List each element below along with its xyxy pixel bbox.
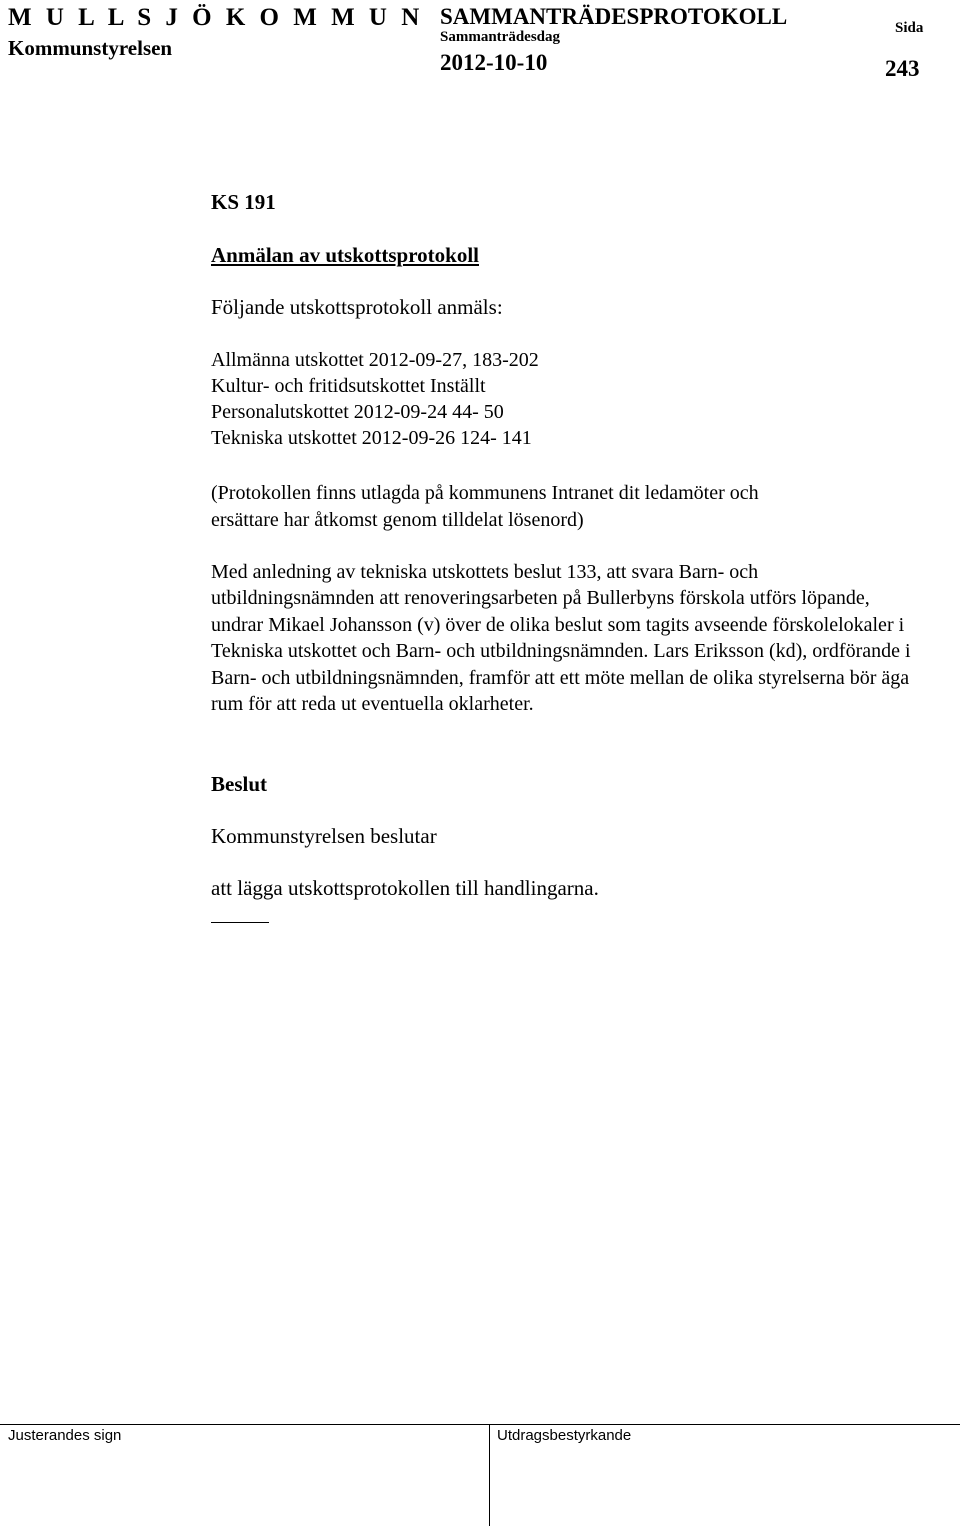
item-number: KS 191	[211, 190, 276, 214]
protocol-list	[211, 347, 539, 451]
item-title: Anmälan av utskottsprotokoll	[211, 243, 479, 267]
protocol-entry: Tekniska utskottet 2012-09-26 124- 141	[211, 427, 532, 449]
footer-divider	[489, 1424, 490, 1526]
protocol-entry: Allmänna utskottet 2012-09-27, 183-202	[211, 349, 539, 371]
protocol-entry: Personalutskottet 2012-09-24 44- 50	[211, 401, 504, 423]
meeting-date: 2012-10-10	[440, 50, 548, 75]
meeting-date-label: Sammanträdesdag	[440, 29, 561, 45]
note-line: (Protokollen finns utlagda på kommunens Intranet dit ledamöter och	[211, 482, 759, 504]
page-number: 243	[885, 56, 920, 81]
discussion-paragraph: Med anledning av tekniska utskottets beslut 133, att svara Barn- och utbildningsnämnden att renoveringsarbeten på Bullerbyns förskola utförs löpande, undrar Mikael Johansson (v) över de olika beslut som tagits avseende förskolelokaler i Tekniska utskottet och Barn- och utbildningsnämnden. Lars Eriksson (kd), ordförande i Barn- och utbildningsnämnden, framför att ett möte mellan de olika styrelserna bör äga rum för att reda ut eventuella oklarheter.	[211, 561, 911, 716]
decision-heading: Beslut	[211, 772, 268, 796]
decision-lead: Kommunstyrelsen beslutar	[211, 824, 437, 848]
decision-text: att lägga utskottsprotokollen till handlingarna.	[211, 876, 599, 900]
document-type: SAMMANTRÄDESPROTOKOLL	[440, 4, 788, 29]
footer-certification-label: Utdragsbestyrkande	[497, 1427, 632, 1444]
page-label: Sida	[895, 20, 924, 36]
intranet-note	[211, 480, 759, 534]
protocol-entry: Kultur- och fritidsutskottet Inställt	[211, 375, 486, 397]
footer-rule	[0, 1424, 960, 1425]
board-name: Kommunstyrelsen	[8, 36, 173, 60]
footer-signature-label: Justerandes sign	[8, 1427, 122, 1444]
item-intro: Följande utskottsprotokoll anmäls:	[211, 295, 503, 319]
note-line: ersättare har åtkomst genom tilldelat lösenord)	[211, 509, 584, 531]
organization-name: M U L L S J Ö K O M M U N	[8, 4, 424, 31]
end-rule	[211, 922, 269, 923]
